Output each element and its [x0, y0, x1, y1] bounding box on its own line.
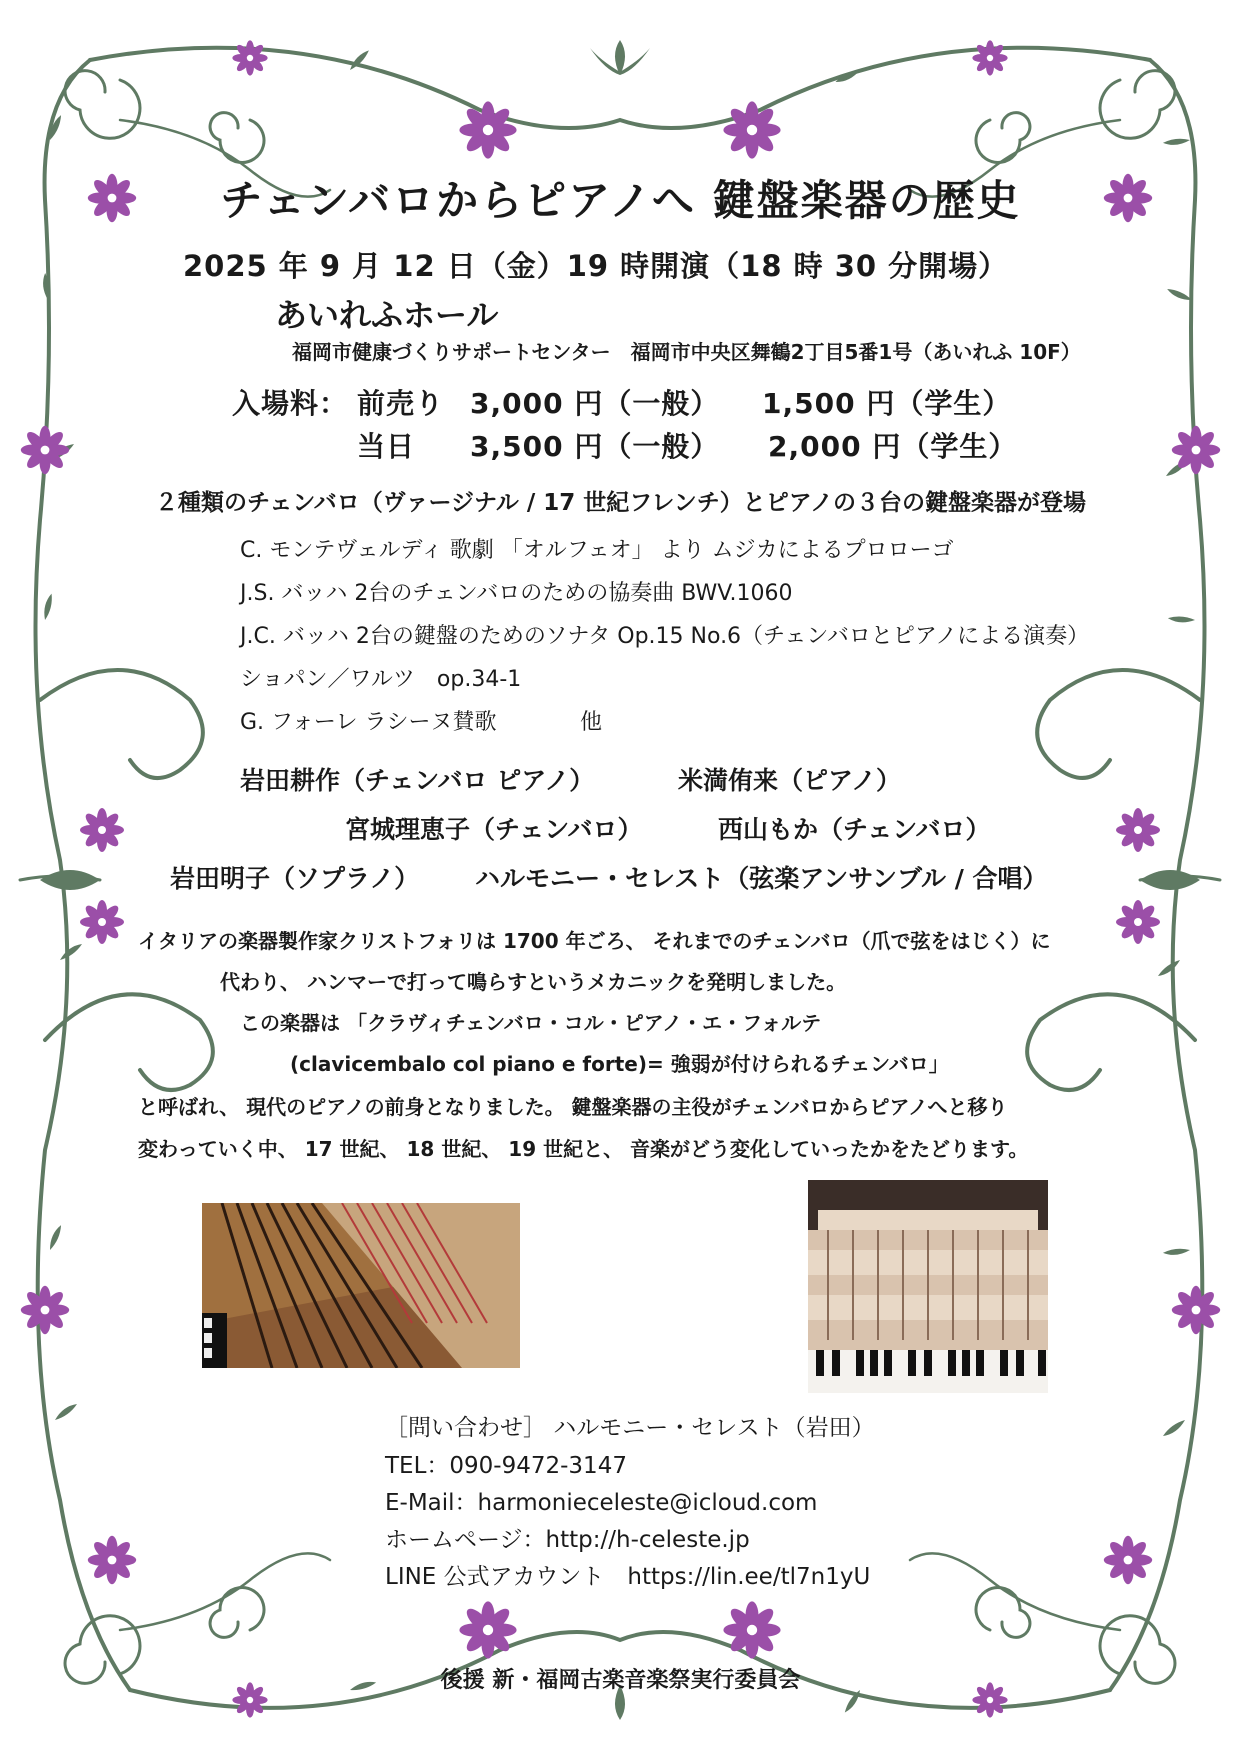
harpsichord-photo — [202, 1203, 520, 1368]
contact-inquiry: ［問い合わせ］ ハルモニー・セレスト（岩田） — [385, 1415, 875, 1441]
page-title: チェンバロからピアノへ 鍵盤楽器の歴史 — [220, 176, 1021, 225]
description-line: 代わり、 ハンマーで打って鳴らすというメカニックを発明しました。 — [220, 970, 847, 994]
sponsor: 後援 新・福岡古楽音楽祭実行委員会 — [440, 1668, 801, 1693]
fee-advance-student: 1,500 円（学生） — [762, 387, 1012, 420]
contact-email[interactable]: E-Mail：harmonieceleste@icloud.com — [385, 1490, 818, 1516]
performer: 米満侑来（ピアノ） — [678, 766, 902, 795]
venue-address: 福岡市健康づくりサポートセンター 福岡市中央区舞鶴2丁目5番1号（あいれふ 10F） — [292, 340, 1081, 364]
description-line: と呼ばれ、 現代のピアノの前身となりました。 鍵盤楽器の主役がチェンバロからピアノへと移り — [138, 1095, 1008, 1119]
event-date: 2025 年 9 月 12 日（金）19 時開演（18 時 30 分開場） — [183, 249, 1009, 283]
description-line: イタリアの楽器製作家クリストフォリは 1700 年ごろ、 それまでのチェンバロ（爪で弦をはじく）に — [138, 929, 1051, 953]
contact-line[interactable]: LINE 公式アカウント https://lin.ee/tl7n1yU — [385, 1564, 871, 1590]
fee-door-student: 2,000 円（学生） — [768, 430, 1018, 463]
performer: 西山もか（チェンバロ） — [718, 815, 991, 844]
piano-action-photo — [808, 1180, 1048, 1393]
fee-advance-label: 前売り — [357, 387, 445, 420]
performer: 岩田明子（ソプラノ） — [170, 864, 420, 893]
venue-name: あいれふホール — [275, 296, 499, 334]
description-line: この楽器は 「クラヴィチェンバロ・コル・ピアノ・エ・フォルテ — [240, 1011, 822, 1035]
program-item: C. モンテヴェルディ 歌劇 「オルフェオ」 より ムジカによるプロローゴ — [240, 538, 954, 563]
performer: 岩田耕作（チェンバロ ピアノ） — [240, 766, 595, 795]
instruments-line: ２種類のチェンバロ（ヴァージナル / 17 世紀フレンチ）とピアノの３台の鍵盤楽器が登場 — [155, 490, 1086, 516]
program-item: J.C. バッハ 2台の鍵盤のためのソナタ Op.15 No.6（チェンバロとピアノによる演奏） — [240, 624, 1090, 649]
fee-label: 入場料： — [232, 387, 349, 420]
contact-tel[interactable]: TEL：090-9472-3147 — [385, 1453, 627, 1479]
contact-homepage[interactable]: ホームページ：http://h-celeste.jp — [385, 1527, 750, 1553]
description-line: (clavicembalo col piano e forte)= 強弱が付けられるチェンバロ」 — [290, 1052, 949, 1076]
performer: 宮城理恵子（チェンバロ） — [345, 815, 643, 844]
program-item: J.S. バッハ 2台のチェンバロのための協奏曲 BWV.1060 — [240, 581, 793, 606]
description-line: 変わっていく中、 17 世紀、 18 世紀、 19 世紀と、 音楽がどう変化していったかをたどります。 — [138, 1137, 1029, 1161]
fee-advance-general: 3,000 円（一般） — [470, 387, 720, 420]
fee-door-general: 3,500 円（一般） — [470, 430, 720, 463]
program-item: ショパン／ワルツ op.34-1 — [240, 667, 522, 692]
program-others: 他 — [580, 710, 603, 735]
program-item: G. フォーレ ラシーヌ賛歌 — [240, 710, 497, 735]
fee-door-label: 当日 — [357, 430, 416, 463]
performer: ハルモニー・セレスト（弦楽アンサンブル / 合唱） — [475, 864, 1048, 893]
